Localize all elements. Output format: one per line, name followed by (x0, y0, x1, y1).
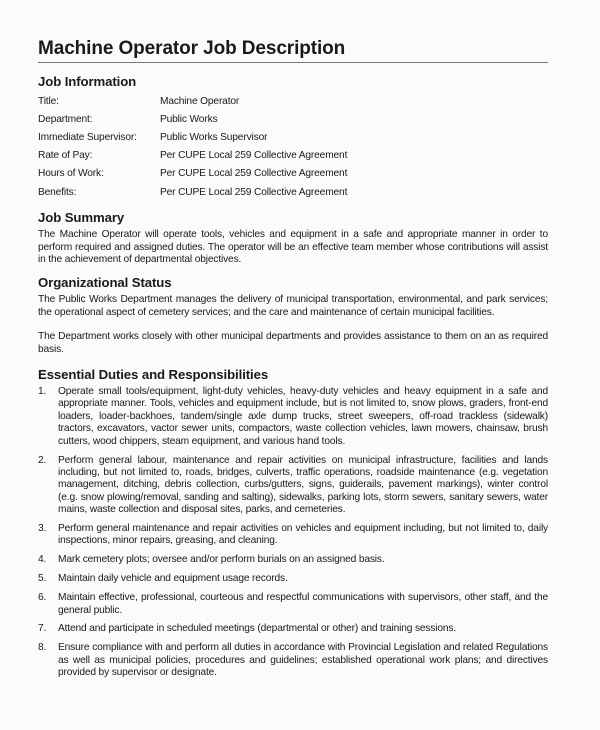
list-item-text: Maintain daily vehicle and equipment usage records. (58, 573, 288, 585)
info-label: Rate of Pay: (38, 150, 93, 162)
list-item (38, 573, 548, 585)
list-item-number: 6. (38, 592, 47, 604)
list-item (38, 642, 548, 679)
document-title: Machine Operator Job Description (38, 38, 548, 63)
list-item (38, 523, 548, 548)
job-summary-heading: Job Summary (38, 210, 125, 226)
info-row-hours-of-work (38, 165, 347, 183)
list-item-number: 8. (38, 642, 47, 654)
list-item (38, 455, 548, 517)
list-item-text: Perform general maintenance and repair activities on vehicles and equipment including, but not limited to, daily inspections, minor repairs, greasing, and cleaning. (58, 523, 548, 547)
list-item-text: Operate small tools/equipment, light-duty vehicles, heavy-duty vehicles and heavy equipment in a safe and appropriate manner. Tools, vehicles and equipment include, but is not limited to, snow plows, graders, front-end loaders, loader-backhoes, tandem/single axle dump trucks, street sweepers, off-road trackless (sidewalk) tractors, excavators, vactor sewer units, compactors, waste collection vehicles, lawn mowers, chainsaw, brush cutters, wood chippers, steam equipment, and various hand tools. (58, 385, 548, 447)
info-value: Per CUPE Local 259 Collective Agreement (160, 168, 348, 180)
list-item-number: 2. (38, 454, 47, 466)
list-item (38, 554, 548, 566)
essential-duties-heading: Essential Duties and Responsibilities (38, 366, 269, 382)
info-label: Benefits: (38, 186, 77, 198)
list-item-text: Maintain effective, professional, courteous and respectful communications with supervisors, other staff, and the general public. (58, 592, 548, 616)
list-item-number: 7. (38, 623, 47, 635)
info-value: Public Works Supervisor (160, 131, 268, 143)
organizational-status-paragraph: The Public Works Department manages the delivery of municipal transportation, environmental, and park services; the operational aspect of cemetery services; and the care and maintenance of certain municipal facilities. (38, 294, 548, 318)
info-row-rate-of-pay (38, 147, 347, 165)
info-row-title (38, 92, 347, 110)
info-label: Immediate Supervisor: (38, 131, 137, 143)
organizational-status-paragraph: The Department works closely with other municipal departments and provides assistance to them on an as required basis. (38, 331, 548, 355)
info-row-department (38, 110, 347, 128)
list-item-number: 1. (38, 385, 47, 397)
list-item-number: 4. (38, 554, 47, 566)
list-item-text: Attend and participate in scheduled meetings (departmental or other) and training sessions. (58, 623, 457, 635)
list-item-text: Ensure compliance with and perform all duties in accordance with Provincial Legislation and related Regulations as well as municipal policies, procedures and guidelines; established operational work plans; and directives provided by supervisor or designate. (58, 642, 548, 679)
list-item (38, 386, 548, 448)
job-information-table (38, 92, 347, 201)
organizational-status-heading: Organizational Status (38, 275, 172, 291)
info-row-benefits (38, 183, 347, 201)
info-value: Public Works (160, 113, 218, 125)
list-item-number: 3. (38, 523, 47, 535)
info-row-supervisor (38, 128, 347, 146)
info-value: Per CUPE Local 259 Collective Agreement (160, 150, 348, 162)
list-item (38, 623, 548, 635)
essential-duties-list (38, 386, 548, 680)
list-item-text: Perform general labour, maintenance and repair activities on municipal infrastructure, facilities and lands including, but not limited to, roads, bridges, culverts, traffic operations, roadside maintenance (e.g. vegetation management, ditching, debris collection, curbs/gutters, signs, guiderails, pavement markings), winter control (e.g. snow plowing/removal, sanding and salting), sidewalks, parking lots, storm sewers, sanitary sewers, water mains, waste collection and disposal sites, parks, and cemeteries. (58, 454, 548, 516)
info-label: Department: (38, 113, 93, 125)
job-information-heading: Job Information (38, 74, 137, 89)
info-label: Title: (38, 95, 59, 107)
list-item-number: 5. (38, 573, 47, 585)
info-value: Machine Operator (160, 95, 240, 107)
info-label: Hours of Work: (38, 168, 104, 180)
list-item (38, 592, 548, 617)
list-item-text: Mark cemetery plots; oversee and/or perform burials on an assigned basis. (58, 554, 385, 566)
info-value: Per CUPE Local 259 Collective Agreement (160, 186, 348, 198)
job-summary-text: The Machine Operator will operate tools, vehicles and equipment in a safe and appropriate manner in order to perform required and assigned duties. The operator will be an effective team member whose contributions will assist in the achievement of departmental objectives. (38, 229, 548, 265)
